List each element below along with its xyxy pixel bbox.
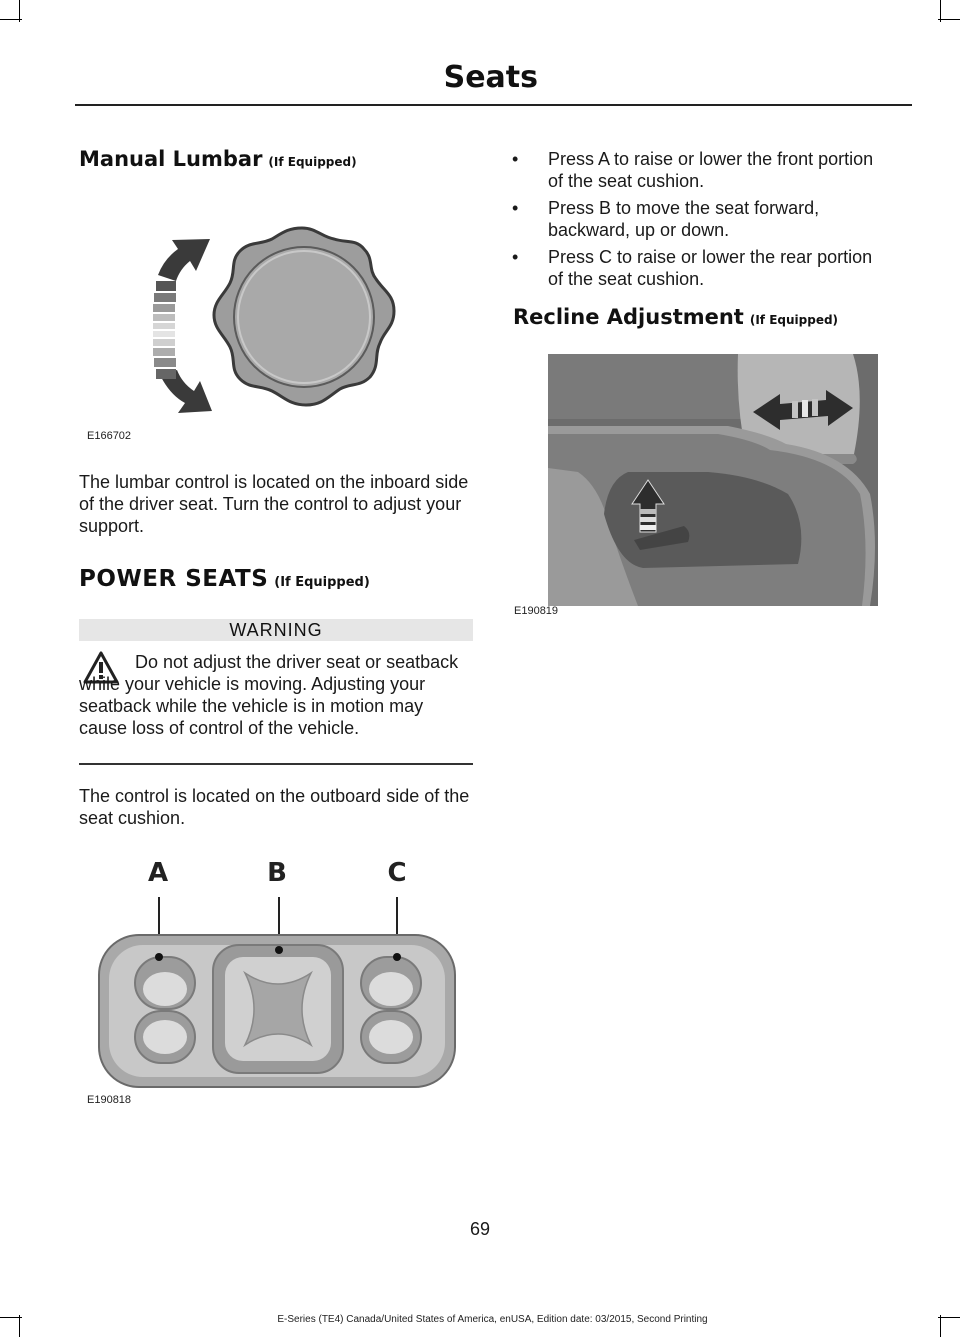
page-header-title: Seats <box>443 60 538 95</box>
label-b: B <box>267 858 287 888</box>
warning-rule <box>79 763 473 765</box>
lumbar-knob-figure <box>130 225 420 420</box>
power-seat-control-figure <box>95 855 460 1090</box>
lumbar-description: The lumbar control is located on the inboard side of the driver seat. Turn the control to adjust your support. <box>79 472 469 536</box>
crop-mark <box>938 19 960 20</box>
figure-code: E166702 <box>87 430 132 442</box>
power-seats-heading-tag: (If Equipped) <box>274 575 370 590</box>
list-item <box>508 197 888 241</box>
power-seats-heading-text: POWER SEATS <box>79 566 269 592</box>
label-c: C <box>387 858 407 888</box>
bullet-text: Press A to raise or lower the front portion of the seat cushion. <box>548 149 874 191</box>
recline-figure <box>548 354 878 606</box>
bullet-text: Press B to move the seat forward, backward, up or down. <box>548 198 820 240</box>
rotate-arrow-up-icon <box>158 239 210 281</box>
figure-code: E190818 <box>87 1094 132 1106</box>
power-seats-control-text: The control is located on the outboard side of the seat cushion. <box>79 786 470 828</box>
figure-code: E190819 <box>514 605 559 617</box>
lumbar-heading-tag: (If Equipped) <box>268 155 357 169</box>
label-a: A <box>147 858 169 888</box>
bullet-symbol: • <box>512 149 519 169</box>
bullet-symbol: • <box>512 198 519 218</box>
lumbar-heading-text: Manual Lumbar <box>79 147 263 171</box>
page-footer: E-Series (TE4) Canada/United States of America, enUSA, Edition date: 03/2015, Second Printing <box>277 1314 708 1325</box>
lumbar-heading <box>79 147 357 171</box>
recline-heading-text: Recline Adjustment <box>513 305 744 329</box>
crop-mark <box>0 19 22 20</box>
recline-heading <box>513 305 838 329</box>
list-item <box>508 246 888 290</box>
bullet-symbol: • <box>512 247 519 267</box>
recline-heading-tag: (If Equipped) <box>749 313 839 327</box>
list-item <box>508 148 888 192</box>
power-seat-instructions <box>508 148 888 295</box>
power-seats-heading <box>79 566 370 592</box>
warning-title-bar: WARNING <box>79 619 473 641</box>
page-number: 69 <box>469 1219 491 1239</box>
header-rule <box>75 104 912 106</box>
bullet-text: Press C to raise or lower the rear portion of the seat cushion. <box>548 247 873 289</box>
warning-text: Do not adjust the driver seat or seatback while your vehicle is moving. Adjusting your seatback while the vehicle is in motion may cause loss of control of the vehicle. <box>79 652 459 738</box>
